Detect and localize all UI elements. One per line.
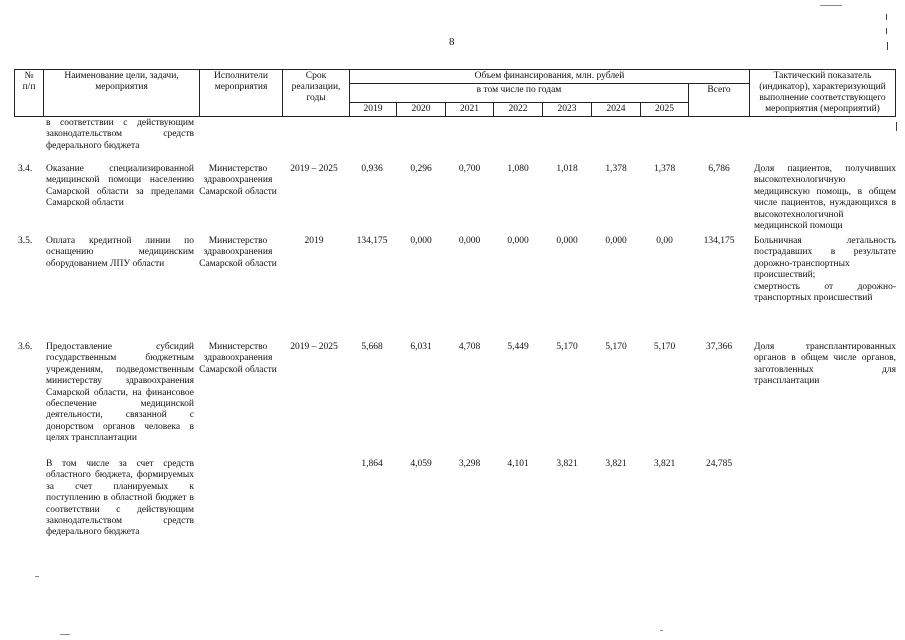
row-value: 0,700 — [458, 164, 481, 174]
row-term: 2019 – 2025 — [290, 342, 338, 352]
row-executor: Министерство здравоохранения Самарской области — [199, 236, 277, 269]
subrow-value: 3,821 — [556, 459, 578, 469]
row-value: 5,170 — [556, 342, 578, 352]
scan-speck — [35, 576, 39, 577]
header-name: Наименование цели, задачи, мероприятия — [44, 70, 200, 117]
row-indicator: Доля пациентов, получивших высокотехнологичную медицинскую помощь, в общем числе пациентов, нуждающихся в высокотехнологичной медицинской помощи — [754, 164, 896, 232]
header-year: 2023 — [543, 102, 592, 116]
header-year: 2021 — [446, 102, 494, 116]
header-year: 2025 — [641, 102, 689, 116]
subrow-value: 4,101 — [507, 459, 529, 469]
row-value: 0,000 — [605, 236, 627, 246]
header-term: Срок реализации, годы — [283, 70, 350, 117]
row-total: 6,786 — [708, 164, 730, 174]
header-year: 2022 — [494, 102, 543, 116]
subrow-value: 1,864 — [361, 459, 383, 469]
scan-speck — [60, 634, 70, 635]
row-name: Оплата кредитной линии по оснащению медицинским оборудованием ЛПУ области — [46, 236, 194, 269]
row-value: 0,000 — [410, 236, 432, 246]
header-year: 2019 — [350, 102, 397, 116]
row-number: 3.4. — [18, 164, 33, 174]
row-value: 0,000 — [458, 236, 481, 246]
row-value: 0,936 — [361, 164, 383, 174]
scan-speck — [886, 28, 887, 34]
row-value: 1,378 — [605, 164, 627, 174]
row-value: 0,00 — [656, 236, 673, 246]
header-num: № п/п — [15, 70, 44, 117]
row-value: 5,170 — [653, 342, 676, 352]
scan-speck — [820, 5, 842, 6]
subrow-value: 4,059 — [410, 459, 432, 469]
subrow-value: 3,298 — [458, 459, 481, 469]
row-value: 5,668 — [361, 342, 383, 352]
row-executor: Министерство здравоохранения Самарской области — [199, 164, 277, 197]
header-executors: Исполнители мероприятия — [200, 70, 283, 117]
row-executor: Министерство здравоохранения Самарской области — [199, 342, 277, 375]
row-value: 1,378 — [653, 164, 676, 174]
row-value: 0,000 — [556, 236, 578, 246]
header-year: 2024 — [592, 102, 641, 116]
row-indicator: Больничная летальность пострадавших в результате дорожно-транспортных происшествий; — [754, 236, 896, 281]
row-term: 2019 — [304, 236, 324, 246]
row-total: 134,175 — [703, 236, 735, 246]
scan-speck — [660, 630, 663, 631]
table-header — [14, 69, 895, 117]
row-value: 6,031 — [410, 342, 432, 352]
row-name: Предоставление субсидий государственным бюджетным учреждениям, подведомственным министерству здравоохранения Самарской области, на финансовое обеспечение медицинской деятельности, связанной с донорством органов человека в целях трансплантации — [46, 342, 194, 444]
page-number: 8 — [449, 36, 455, 48]
scan-speck — [896, 122, 897, 131]
row-term: 2019 – 2025 — [290, 164, 338, 174]
row-name: Оказание специализированной медицинской помощи населению Самарской области за пределами Самарской области — [46, 164, 194, 209]
row-value: 5,449 — [507, 342, 529, 352]
subrow-value: 3,821 — [653, 459, 676, 469]
header-by-years: в том числе по годам — [350, 83, 689, 102]
row-value: 0,296 — [410, 164, 432, 174]
row-number: 3.6. — [18, 342, 33, 352]
subrow-name: В том числе за счет средств областного бюджета, формируемых за счет планируемых к поступлению в областной бюджет в соответствии с действующим законодательством средств федерального бюджета — [46, 459, 194, 538]
row-indicator-secondary: смертность от дорожно-транспортных происшествий — [754, 282, 896, 304]
row-value: 1,018 — [556, 164, 578, 174]
row-value: 5,170 — [605, 342, 627, 352]
row-value: 4,708 — [458, 342, 481, 352]
subrow-total: 24,785 — [705, 459, 733, 469]
row-value: 134,175 — [356, 236, 388, 246]
header-total: Всего — [689, 83, 750, 116]
row-number: 3.5. — [18, 236, 33, 246]
header-indicator: Тактический показатель (индикатор), характеризующий выполнение соответствующего мероприятия (мероприятий) — [750, 70, 896, 117]
header-year: 2020 — [397, 102, 446, 116]
continuation-text: в соответствии с действующим законодательством средств федерального бюджета — [46, 118, 194, 151]
scan-speck — [887, 42, 888, 50]
row-value: 1,080 — [507, 164, 529, 174]
row-value: 0,000 — [507, 236, 529, 246]
header-funding: Объем финансирования, млн. рублей — [350, 70, 750, 84]
scan-speck — [886, 14, 887, 20]
row-total: 37,366 — [705, 342, 733, 352]
row-indicator: Доля трансплантированных органов в общем числе органов, заготовленных для трансплантации — [754, 342, 896, 387]
subrow-value: 3,821 — [605, 459, 627, 469]
